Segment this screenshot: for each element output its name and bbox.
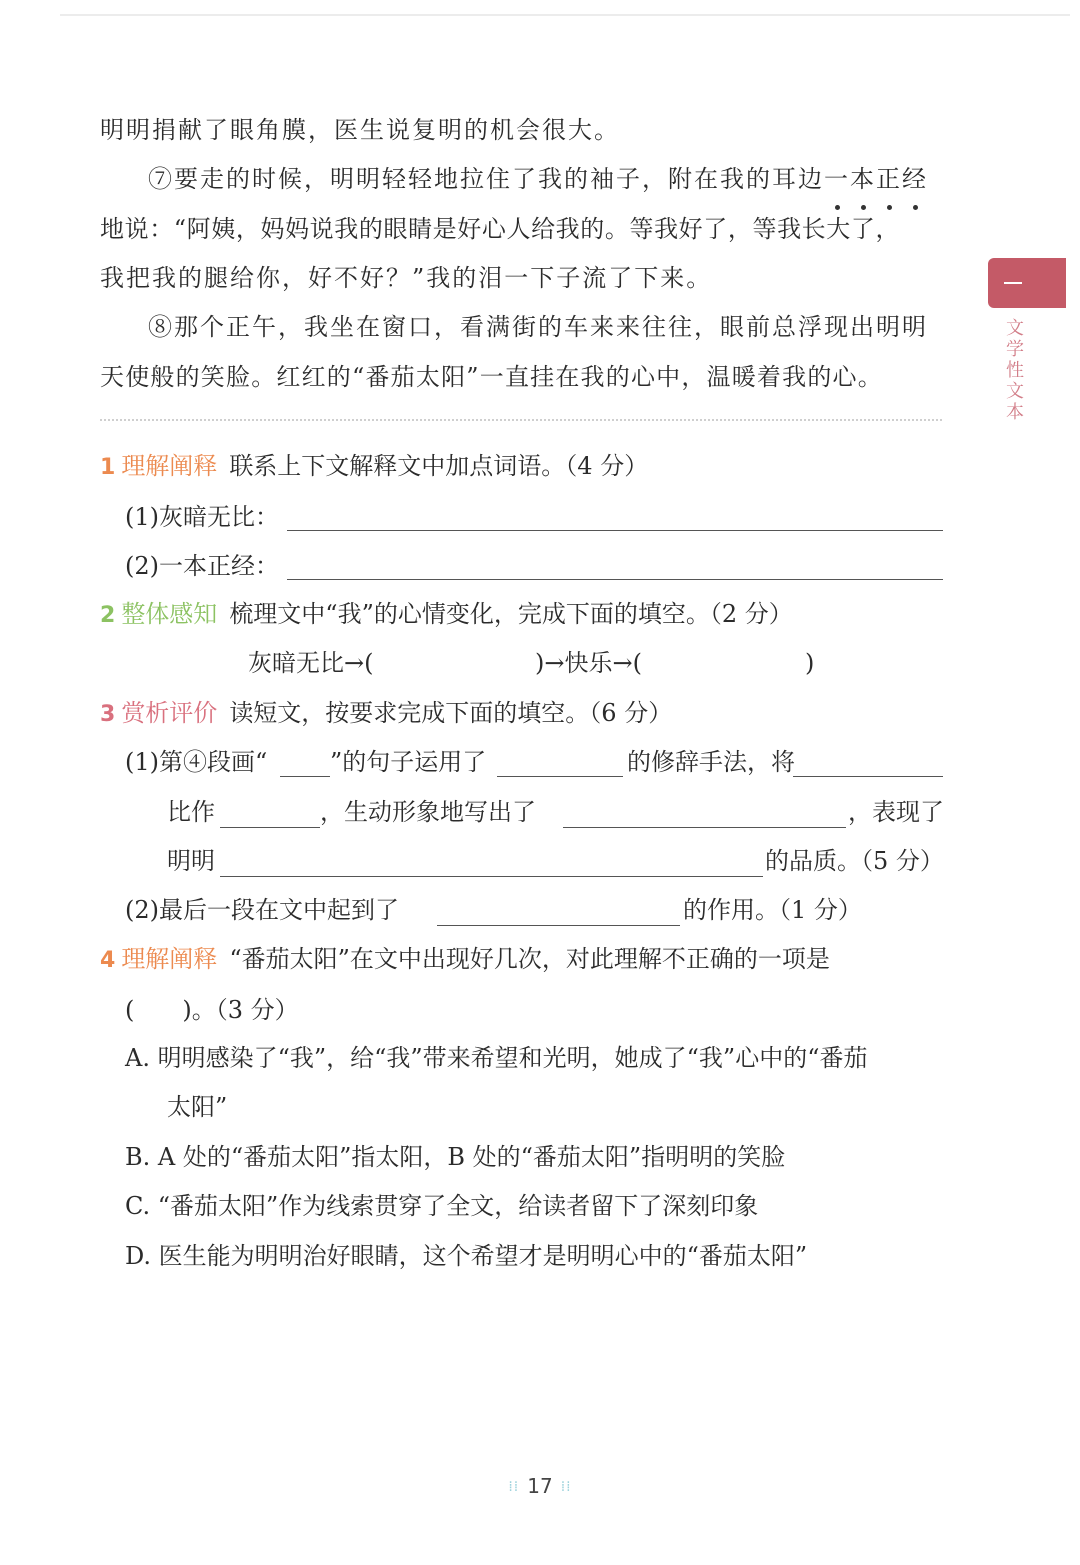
q3-text: 的作用。（1 分） bbox=[683, 896, 862, 924]
question-number: 3 bbox=[100, 702, 116, 727]
q3-text: (2)最后一段在文中起到了 bbox=[125, 896, 399, 924]
passage-p7-line1: ⑦要走的时候，明明轻轻地拉住了我的袖子，附在我的耳边一本正经 bbox=[148, 155, 945, 204]
passage-line: 明明捐献了眼角膜，医生说复明的机会很大。 bbox=[100, 116, 620, 144]
question-text: 读短文，按要求完成下面的填空。（6 分） bbox=[229, 699, 673, 727]
answer-blank[interactable] bbox=[563, 827, 846, 828]
q1-sub1-label: (1)灰暗无比： bbox=[125, 503, 279, 531]
question-type: 理解阐释 bbox=[121, 945, 218, 973]
passage-line: 天使般的笑脸。红红的“番茄太阳”一直挂在我的心中，温暖着我的心。 bbox=[100, 363, 883, 391]
dotted-char: 一 bbox=[824, 155, 850, 204]
option-c[interactable]: C. “番茄太阳”作为线索贯穿了全文，给读者留下了深刻印象 bbox=[125, 1192, 759, 1220]
q3-text: ，生动形象地写出了 bbox=[320, 798, 536, 826]
answer-blank[interactable] bbox=[220, 876, 763, 877]
question-2 bbox=[100, 594, 793, 636]
dotted-char: 本 bbox=[850, 155, 876, 204]
question-number: 2 bbox=[100, 603, 116, 628]
chapter-label: 文学性文本 bbox=[1006, 318, 1024, 423]
question-number: 4 bbox=[100, 948, 116, 973]
q1-sub2-label: (2)一本正经： bbox=[125, 552, 279, 580]
answer-blank[interactable] bbox=[280, 776, 330, 777]
answer-blank[interactable] bbox=[793, 776, 943, 777]
question-text: 联系上下文解释文中加点词语。（4 分） bbox=[229, 452, 649, 480]
answer-blank[interactable] bbox=[437, 925, 680, 926]
passage-line: 我把我的腿给你，好不好？”我的泪一下子流了下来。 bbox=[100, 264, 713, 292]
option-d[interactable]: D. 医生能为明明治好眼睛，这个希望才是明明心中的“番茄太阳” bbox=[125, 1242, 808, 1270]
q3-text: 比作 bbox=[167, 798, 215, 826]
dotted-char: 经 bbox=[902, 155, 928, 204]
answer-blank[interactable] bbox=[287, 530, 943, 531]
q4-answer-paren[interactable]: ( )。（3 分） bbox=[125, 996, 299, 1024]
q3-text: ，表现了 bbox=[848, 798, 944, 826]
page-top-rule bbox=[60, 14, 1070, 16]
question-1 bbox=[100, 446, 648, 488]
dotted-char: 正 bbox=[876, 155, 902, 204]
q3-text: 明明 bbox=[167, 847, 215, 875]
answer-blank[interactable] bbox=[220, 827, 320, 828]
chapter-tab-dash bbox=[1004, 282, 1022, 284]
answer-blank[interactable] bbox=[287, 579, 943, 580]
footer-dots-icon: ⁞⁞ bbox=[508, 1479, 520, 1495]
q2-flow-end: ) bbox=[805, 649, 815, 677]
q3-text: 的修辞手法，将 bbox=[627, 748, 795, 776]
q2-flow-start: 灰暗无比→( bbox=[248, 649, 374, 677]
option-a-cont: 太阳” bbox=[167, 1093, 228, 1121]
footer-dots-icon: ⁞⁞ bbox=[560, 1479, 572, 1495]
q3-text: 的品质。（5 分） bbox=[765, 847, 944, 875]
question-type: 整体感知 bbox=[121, 600, 218, 628]
passage-line: 地说：“阿姨，妈妈说我的眼睛是好心人给我的。等我好了，等我长大了， bbox=[100, 215, 901, 243]
section-divider bbox=[100, 419, 942, 421]
q2-flow-middle: )→快乐→( bbox=[535, 649, 642, 677]
question-4 bbox=[100, 939, 830, 981]
question-text: “番茄太阳”在文中出现好几次，对此理解不正确的一项是 bbox=[229, 945, 830, 973]
passage-line: ⑧那个正午，我坐在窗口，看满街的车来来往往，眼前总浮现出明明 bbox=[148, 313, 928, 341]
answer-blank[interactable] bbox=[497, 776, 623, 777]
question-number: 1 bbox=[100, 455, 116, 480]
option-a[interactable]: A. 明明感染了“我”，给“我”带来希望和光明，她成了“我”心中的“番茄 bbox=[125, 1044, 868, 1072]
option-b[interactable]: B. A 处的“番茄太阳”指太阳，B 处的“番茄太阳”指明明的笑脸 bbox=[125, 1143, 786, 1171]
question-text: 梳理文中“我”的心情变化，完成下面的填空。（2 分） bbox=[229, 600, 793, 628]
page-footer bbox=[0, 1474, 1080, 1498]
chapter-tab bbox=[988, 258, 1066, 308]
question-type: 理解阐释 bbox=[121, 452, 218, 480]
question-3 bbox=[100, 693, 672, 735]
q3-text: (1)第④段画“ bbox=[125, 748, 268, 776]
q3-text: ”的句子运用了 bbox=[330, 748, 487, 776]
question-type: 赏析评价 bbox=[121, 699, 218, 727]
page-number: 17 bbox=[527, 1474, 553, 1498]
